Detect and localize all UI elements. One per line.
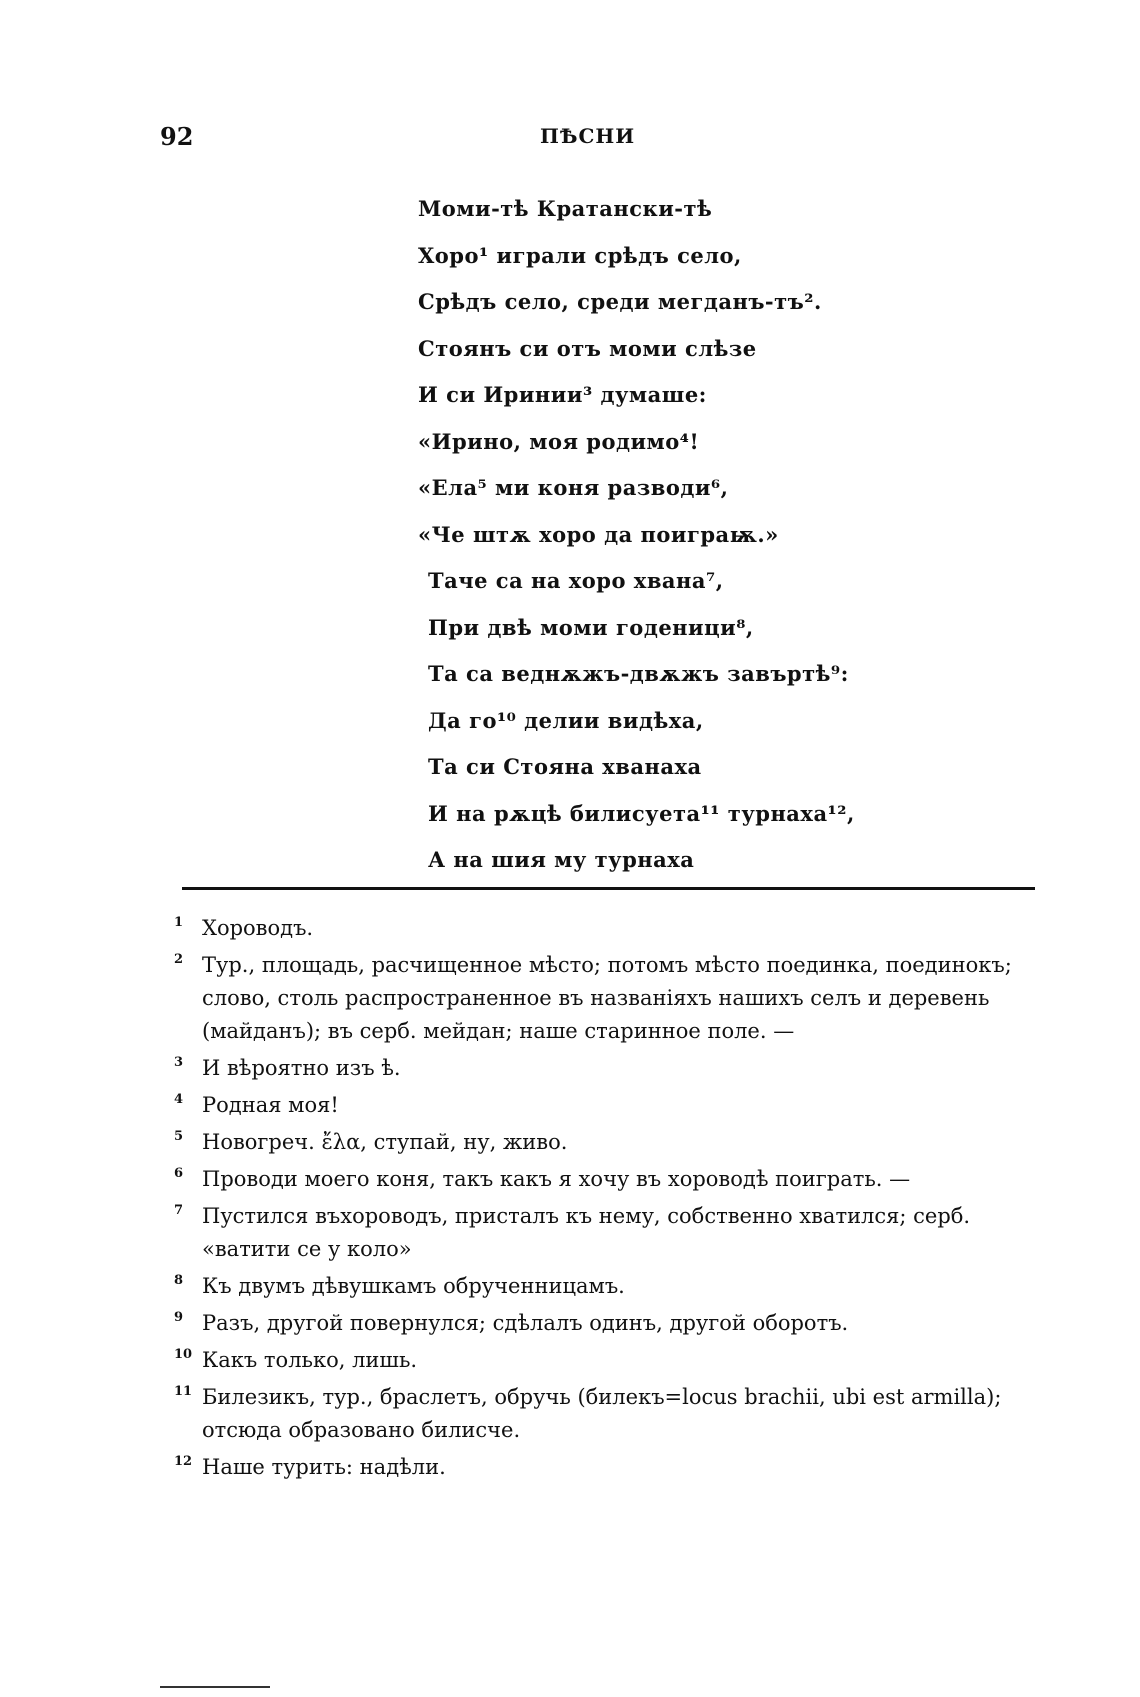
footnote-number: 5 — [174, 1129, 184, 1144]
footnote-text: И вѣроятно изъ ѣ. — [202, 1056, 401, 1080]
verse-line: Стоянъ си отъ моми слѣзе — [418, 335, 757, 361]
verse-line: Таче са на хоро хвана⁷, — [428, 568, 724, 593]
verse-line: Срѣдъ село, среди мегданъ-тъ². — [418, 289, 822, 314]
footnote-text: Хороводъ. — [202, 916, 314, 940]
footnote — [174, 1163, 1064, 1196]
footnote-number: 10 — [174, 1347, 193, 1362]
footnote-text: Тур., площадь, расчищенное мѣсто; потомъ мѣсто поединка, поединокъ; слово, столь распространенное въ названіяхъ нашихъ селъ и деревень (майданъ); въ серб. мейдан; наше старинное поле. — — [202, 953, 1012, 1043]
footnote-text: Разъ, другой повернулся; сдѣлалъ одинъ, другой оборотъ. — [202, 1311, 849, 1335]
footnote-text: Билезикъ, тур., браслетъ, обручь (билекъ=locus brachii, ubi est armilla); отсюда образовано билисче. — [202, 1385, 1002, 1442]
footnote-divider — [182, 887, 1035, 890]
footnote-text: Проводи моего коня, такъ какъ я хочу въ хороводѣ поиграть. — — [202, 1167, 911, 1191]
verse-line: Та си Стояна хванаха — [428, 754, 702, 779]
footnote-number: 3 — [174, 1055, 184, 1070]
footnote-number: 8 — [174, 1273, 184, 1288]
footnote — [174, 912, 1064, 945]
running-head: ПѢСНИ — [540, 124, 636, 148]
footnote-number: 1 — [174, 915, 184, 930]
footnote-number: 2 — [174, 952, 184, 967]
bottom-rule — [160, 1686, 270, 1688]
verse-line: И си Иринии³ думаше: — [418, 382, 707, 407]
verse-line: «Че штѫ хоро да поиграѭ.» — [418, 521, 779, 547]
footnote — [174, 1089, 1064, 1122]
footnote-number: 4 — [174, 1092, 184, 1107]
footnote — [174, 1307, 1064, 1340]
footnote-text: Къ двумъ дѣвушкамъ обрученницамъ. — [202, 1274, 625, 1298]
footnote-text: Какъ только, лишь. — [202, 1348, 418, 1372]
footnote-number: 7 — [174, 1203, 184, 1218]
footnote — [174, 1270, 1064, 1303]
verse-line: Та са веднѫжъ-двѫжъ завъртѣ⁹: — [428, 661, 849, 686]
footnote-number: 6 — [174, 1166, 184, 1181]
page-number: 92 — [160, 122, 194, 151]
verse-line: Моми-тѣ Кратански-тѣ — [418, 196, 713, 221]
footnote — [174, 949, 1064, 1048]
footnote — [174, 1451, 1064, 1484]
verse-line: «Ирино, моя родимо⁴! — [418, 428, 700, 454]
verse-line: И на рѫцѣ билисуета¹¹ турнаха¹², — [428, 800, 855, 826]
footnotes — [174, 912, 1064, 1488]
footnote — [174, 1052, 1064, 1085]
footnote-number: 11 — [174, 1384, 193, 1399]
footnote — [174, 1381, 1064, 1447]
verse-line: «Ела⁵ ми коня разводи⁶, — [418, 475, 729, 500]
footnote — [174, 1200, 1064, 1266]
footnote — [174, 1344, 1064, 1377]
footnote-text: Новогреч. ἔλα, ступай, ну, живо. — [202, 1130, 568, 1154]
footnote — [174, 1126, 1064, 1159]
poem-verse — [418, 186, 978, 884]
footnote-text: Наше турить: надѣли. — [202, 1455, 446, 1479]
footnote-text: Пустился въхороводъ, присталъ къ нему, собственно хватился; серб. «ватити се у коло» — [202, 1204, 971, 1261]
footnote-number: 12 — [174, 1454, 193, 1469]
verse-line: Хоро¹ играли срѣдъ село, — [418, 242, 742, 268]
verse-line: Да го¹⁰ делии видѣха, — [428, 707, 704, 733]
footnote-text: Родная моя! — [202, 1093, 339, 1117]
verse-line: А на шия му турнаха — [428, 847, 695, 872]
footnote-number: 9 — [174, 1310, 184, 1325]
verse-line: При двѣ моми годеници⁸, — [428, 614, 754, 640]
